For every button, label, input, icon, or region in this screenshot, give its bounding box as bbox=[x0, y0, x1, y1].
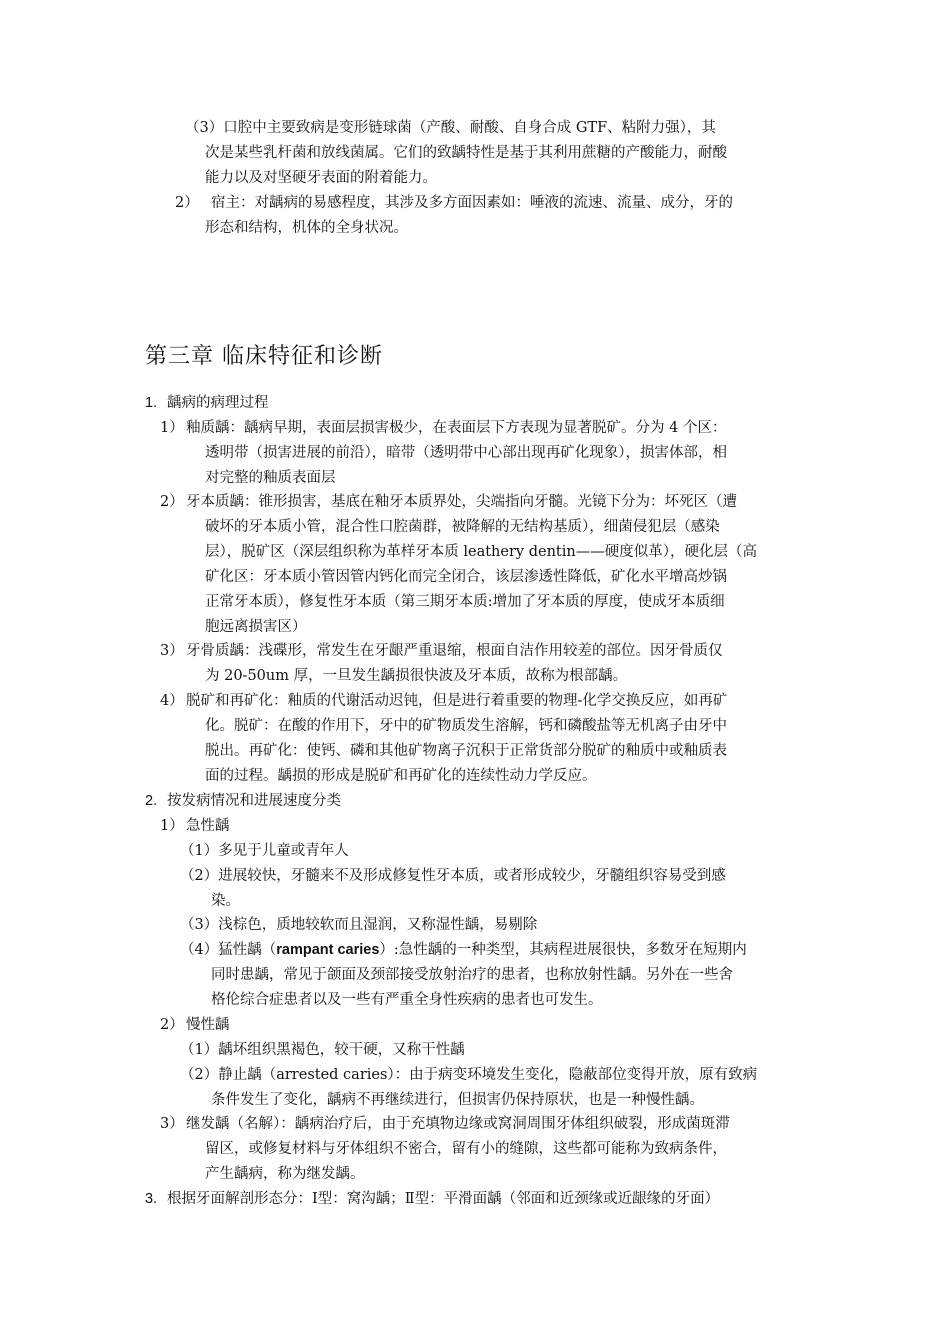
list-marker: 3） bbox=[160, 643, 184, 659]
pathology-item-1 bbox=[160, 416, 810, 491]
text-line: （3）口腔中主要致病是变形链球菌（产酸、耐酸、自身合成 GTF、粘附力强），其 bbox=[185, 120, 716, 136]
pathology-item-2 bbox=[160, 490, 810, 640]
list-marker: 2） bbox=[175, 195, 199, 211]
list-marker: 2） bbox=[160, 494, 184, 510]
secondary-caries-item bbox=[160, 1112, 810, 1187]
section-title-text: 龋病的病理过程 bbox=[167, 395, 269, 411]
text-line: 格伦综合症患者以及一些有严重全身性疾病的患者也可发生。 bbox=[211, 992, 603, 1008]
section-marker: 3. bbox=[145, 1191, 158, 1207]
subsection-title: 急性龋 bbox=[186, 818, 230, 834]
text-line: 能力以及对坚硬牙表面的附着能力。 bbox=[205, 170, 437, 186]
text-line: 胞远离损害区） bbox=[205, 619, 307, 635]
section-3-title bbox=[145, 1187, 815, 1212]
text-line: 条件发生了变化，龋病不再继续进行，但损害仍保持原状，也是一种慢性龋。 bbox=[211, 1092, 704, 1108]
text-line: 形态和结构，机体的全身状况。 bbox=[205, 220, 408, 236]
text-line: 釉质龋：龋病早期，表面层损害极少，在表面层下方表现为显著脱矿。分为 4 个区： bbox=[186, 420, 727, 436]
text-line: 染。 bbox=[211, 893, 240, 909]
text-line: （3）浅棕色，质地较软而且湿润，又称湿性龋，易剔除 bbox=[180, 917, 538, 933]
chronic-item-1 bbox=[180, 1038, 810, 1063]
acute-item-4 bbox=[180, 938, 810, 1013]
section-1-title bbox=[145, 391, 805, 416]
text-line: 透明带（损害进展的前沿），暗带（透明带中心部出现再矿化现象），损害体部，相 bbox=[205, 445, 727, 461]
list-marker: 1） bbox=[160, 818, 184, 834]
text-line: 矿化区：牙本质小管因管内钙化而完全闭合，该层渗透性降低，矿化水平增高炒锅 bbox=[205, 569, 727, 585]
text-line: 破坏的牙本质小管，混合性口腔菌群，被降解的无结构基质），细菌侵犯层（感染 bbox=[205, 519, 720, 535]
list-marker: 2） bbox=[160, 1017, 184, 1033]
text-line: 为 20-50um 厚，一旦发生龋损很快波及牙本质，故称为根部龋。 bbox=[205, 668, 628, 684]
chapter-title: 第三章 临床特征和诊断 bbox=[145, 344, 383, 369]
text-line: 正常牙本质），修复性牙本质（第三期牙本质:增加了牙本质的厚度，使成牙本质细 bbox=[205, 594, 725, 610]
acute-item-2 bbox=[180, 864, 810, 914]
text-line: （1）多见于儿童或青年人 bbox=[180, 843, 349, 859]
intro-host-item bbox=[175, 191, 815, 241]
section-marker: 2. bbox=[145, 793, 158, 809]
rampant-caries-term: rampant caries bbox=[276, 942, 380, 958]
list-marker: 1） bbox=[160, 420, 184, 436]
text-line: 化。脱矿：在酸的作用下，牙中的矿物质发生溶解，钙和磷酸盐等无机离子由牙中 bbox=[205, 718, 727, 734]
chronic-item-2 bbox=[180, 1063, 810, 1113]
chronic-caries-heading bbox=[160, 1013, 810, 1038]
acute-item-1 bbox=[180, 839, 810, 864]
text-line: 面的过程。龋损的形成是脱矿和再矿化的连续性动力学反应。 bbox=[205, 768, 597, 784]
list-marker: 4） bbox=[160, 693, 184, 709]
text-line: 宿主：对龋病的易感程度，其涉及多方面因素如：唾液的流速、流量、成分，牙的 bbox=[211, 195, 733, 211]
acute-caries-heading bbox=[160, 814, 810, 839]
text-line: 层），脱矿区（深层组织称为革样牙本质 leathery dentin——硬度似革），硬化层（高 bbox=[205, 544, 757, 560]
text-line: （1）龋坏组织黑褐色，较干硬，又称干性龋 bbox=[180, 1042, 465, 1058]
pathology-item-4 bbox=[160, 689, 810, 789]
text-line: 次是某些乳杆菌和放线菌属。它们的致龋特性是基于其利用蔗糖的产酸能力，耐酸 bbox=[205, 145, 727, 161]
text-span: （4）猛性龋（ bbox=[180, 942, 277, 958]
text-line: 产生龋病，称为继发龋。 bbox=[205, 1166, 365, 1182]
text-line: （2）静止龋（arrested caries）：由于病变环境发生变化，隐蔽部位变得开放，原有致病 bbox=[180, 1067, 758, 1083]
section-title-text: 根据牙面解剖形态分：Ⅰ型：窝沟龋；Ⅱ型：平滑面龋（邻面和近颈缘或近龈缘的牙面） bbox=[167, 1191, 720, 1207]
text-line: 牙本质龋：锥形损害，基底在釉牙本质界处，尖端指向牙髓。光镜下分为：坏死区（遭 bbox=[186, 494, 737, 510]
section-2-title bbox=[145, 789, 805, 814]
text-line: 同时患龋，常见于颌面及颈部接受放射治疗的患者，也称放射性龋。另外在一些舍 bbox=[211, 967, 733, 983]
text-line: （2）进展较快，牙髓来不及形成修复性牙本质，或者形成较少，牙髓组织容易受到感 bbox=[180, 868, 726, 884]
pathology-item-3 bbox=[160, 639, 810, 689]
subsection-title: 慢性龋 bbox=[186, 1017, 230, 1033]
text-line: 牙骨质龋：浅碟形，常发生在牙龈严重退缩，根面自洁作用较差的部位。因牙骨质仅 bbox=[186, 643, 723, 659]
text-line: 继发龋（名解）：龋病治疗后，由于充填物边缘或窝洞周围牙体组织破裂，形成菌斑滞 bbox=[186, 1116, 730, 1132]
intro-paragraph-3 bbox=[185, 116, 810, 191]
section-marker: 1. bbox=[145, 395, 158, 411]
text-span: ）:急性龋的一种类型，其病程进展很快，多数牙在短期内 bbox=[379, 942, 747, 958]
section-title-text: 按发病情况和进展速度分类 bbox=[167, 793, 341, 809]
list-marker: 3） bbox=[160, 1116, 184, 1132]
text-line: 脱出。再矿化：使钙、磷和其他矿物离子沉积于正常货部分脱矿的釉质中或釉质表 bbox=[205, 743, 727, 759]
text-line: 对完整的釉质表面层 bbox=[205, 470, 336, 486]
text-line: 脱矿和再矿化：釉质的代谢活动迟钝，但是进行着重要的物理-化学交换反应，如再矿 bbox=[186, 693, 728, 709]
acute-item-3 bbox=[180, 913, 810, 938]
text-line: 留区，或修复材料与牙体组织不密合，留有小的缝隙，这些都可能称为致病条件， bbox=[205, 1141, 727, 1157]
text-line bbox=[180, 938, 810, 963]
